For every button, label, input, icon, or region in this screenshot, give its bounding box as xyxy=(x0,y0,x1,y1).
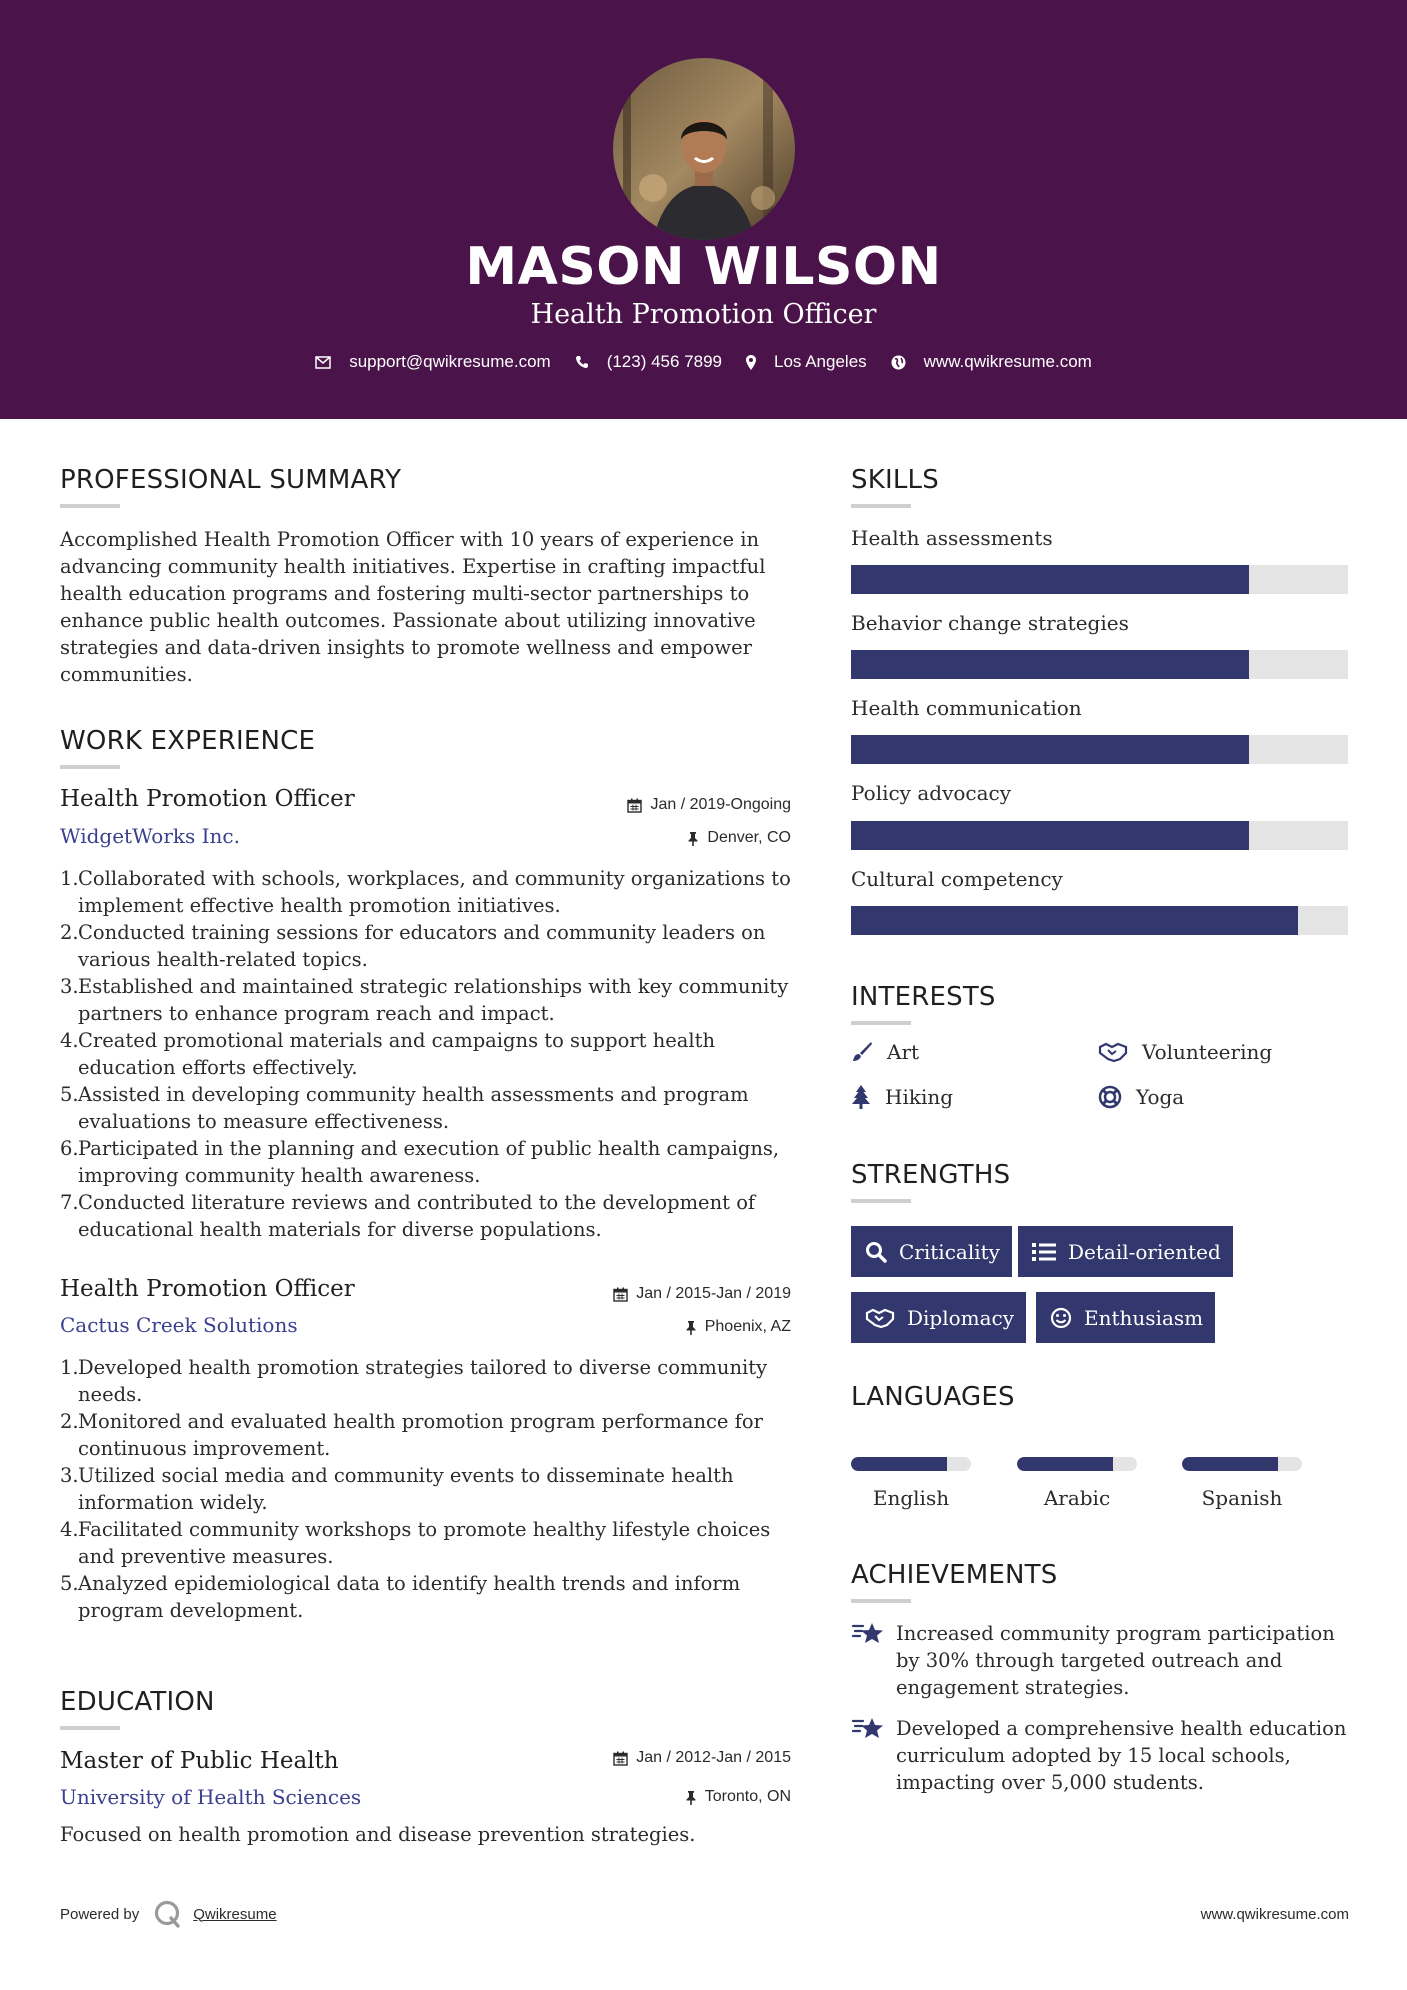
strength-badge-criticality: Criticality xyxy=(851,1226,1012,1277)
contact-website-text: www.qwikresume.com xyxy=(923,352,1092,371)
paintbrush-icon xyxy=(851,1041,873,1063)
strength-badge-diplomacy: Diplomacy xyxy=(851,1292,1026,1343)
list-icon xyxy=(1032,1242,1056,1262)
summary-text: Accomplished Health Promotion Officer with 10 years of experience in advancing community health initiatives. Expertise in crafting impactful health education programs and fostering multi-sector partnerships to enhance public health outcomes. Passionate about utilizing innovative strategies and data-driven insights to promote wellness and empower communities. xyxy=(60,528,766,686)
search-icon xyxy=(865,1241,887,1263)
calendar-icon xyxy=(627,798,642,813)
experience-heading: WORK EXPERIENCE xyxy=(60,726,316,756)
calendar-icon xyxy=(613,1287,628,1302)
handshake-icon xyxy=(1098,1041,1128,1063)
job-1-location xyxy=(687,829,791,847)
summary-heading: PROFESSIONAL SUMMARY xyxy=(60,465,402,495)
education-location-text: Toronto, ON xyxy=(704,1788,791,1805)
language-label: Arabic xyxy=(1043,1486,1111,1510)
handshake-icon xyxy=(865,1307,895,1329)
job-1-bullets xyxy=(60,865,800,1243)
pushpin-icon xyxy=(685,1320,697,1335)
summary-rule xyxy=(60,504,120,508)
skill-bar xyxy=(851,906,1348,935)
language-bar xyxy=(1017,1457,1137,1471)
smile-icon xyxy=(1050,1307,1072,1329)
job-1-dates-text: Jan / 2019-Ongoing xyxy=(650,796,791,813)
candidate-name: MASON WILSON xyxy=(465,237,942,297)
skill-bar xyxy=(851,735,1348,764)
job-1-title: Health Promotion Officer xyxy=(60,786,355,812)
skill-bar-fill xyxy=(851,906,1298,935)
qwikresume-logo-icon xyxy=(153,1899,183,1929)
skill-bar xyxy=(851,650,1348,679)
contact-email-text: support@qwikresume.com xyxy=(349,352,551,371)
skill-bar-fill xyxy=(851,650,1249,679)
list-item: 4. Facilitated community workshops to promote healthy lifestyle choices and preventive measures. xyxy=(60,1518,771,1568)
skill-bar xyxy=(851,565,1348,594)
qwikresume-brand-link[interactable]: Qwikresume xyxy=(193,1905,277,1923)
list-item: 7. Conducted literature reviews and contributed to the development of educational health materials for diverse populations. xyxy=(60,1191,756,1241)
list-item: 1. Developed health promotion strategies tailored to diverse community needs. xyxy=(60,1356,768,1406)
skill-label: Behavior change strategies xyxy=(851,611,1129,635)
list-item: 5. Assisted in developing community health assessments and program evaluations to measure effectiveness. xyxy=(60,1083,749,1133)
calendar-icon xyxy=(613,1751,628,1766)
interests-heading: INTERESTS xyxy=(851,982,996,1012)
skills-rule xyxy=(851,504,911,508)
profile-photo-image xyxy=(613,58,795,240)
language-bar-fill xyxy=(851,1457,947,1471)
strengths-heading: STRENGTHS xyxy=(851,1160,1011,1190)
skill-label: Policy advocacy xyxy=(851,781,1012,805)
skills-heading: SKILLS xyxy=(851,465,939,495)
interest-art: Art xyxy=(851,1040,919,1064)
contact-email[interactable] xyxy=(315,352,551,372)
interest-hiking: Hiking xyxy=(851,1085,953,1109)
shooting-star-icon xyxy=(851,1620,885,1648)
strength-badge-enthusiasm: Enthusiasm xyxy=(1036,1292,1215,1343)
contact-phone-text: (123) 456 7899 xyxy=(606,352,723,371)
languages-heading: LANGUAGES xyxy=(851,1382,1015,1412)
skill-bar-fill xyxy=(851,735,1249,764)
candidate-title: Health Promotion Officer xyxy=(530,299,877,330)
achievements-heading: ACHIEVEMENTS xyxy=(851,1560,1058,1590)
envelope-icon xyxy=(315,356,331,369)
job-2-bullets xyxy=(60,1354,800,1624)
life-ring-icon xyxy=(1098,1085,1122,1109)
footer-powered-by xyxy=(60,1899,277,1929)
achievements-rule xyxy=(851,1599,911,1603)
interests-rule xyxy=(851,1021,911,1025)
language-bar-fill xyxy=(1017,1457,1113,1471)
job-1-company: WidgetWorks Inc. xyxy=(60,824,240,848)
contact-website[interactable] xyxy=(891,352,1092,372)
education-description: Focused on health promotion and disease prevention strategies. xyxy=(60,1823,696,1846)
globe-icon xyxy=(891,355,906,370)
achievement-item: Increased community program participation by 30% through targeted outreach and engagement strategies. xyxy=(851,1620,1351,1701)
interest-yoga: Yoga xyxy=(1098,1085,1184,1109)
skill-label: Health assessments xyxy=(851,526,1053,550)
education-school: University of Health Sciences xyxy=(60,1785,362,1809)
language-bar xyxy=(1182,1457,1302,1471)
shooting-star-icon xyxy=(851,1715,885,1743)
footer-website[interactable]: www.qwikresume.com xyxy=(1200,1906,1349,1923)
list-item: 2. Conducted training sessions for educators and community leaders on various health-related topics. xyxy=(60,921,766,971)
skill-bar-fill xyxy=(851,821,1249,850)
list-item: 5. Analyzed epidemiological data to identify health trends and inform program development. xyxy=(60,1572,741,1622)
language-label: English xyxy=(872,1486,950,1510)
list-item: 3. Established and maintained strategic relationships with key community partners to enhance program reach and impact. xyxy=(60,975,789,1025)
language-label: Spanish xyxy=(1201,1486,1283,1510)
education-dates xyxy=(613,1749,791,1767)
skill-label: Health communication xyxy=(851,696,1082,720)
job-2-dates-text: Jan / 2015-Jan / 2019 xyxy=(636,1285,791,1302)
job-1-location-text: Denver, CO xyxy=(707,829,791,846)
education-degree: Master of Public Health xyxy=(60,1748,339,1774)
list-item: 3. Utilized social media and community events to disseminate health information widely. xyxy=(60,1464,734,1514)
phone-icon xyxy=(575,355,589,369)
skill-bar xyxy=(851,821,1348,850)
strength-badge-detail-oriented: Detail-oriented xyxy=(1018,1226,1233,1277)
education-dates-text: Jan / 2012-Jan / 2015 xyxy=(636,1749,791,1766)
interest-volunteering: Volunteering xyxy=(1098,1040,1272,1064)
achievement-item: Developed a comprehensive health education curriculum adopted by 15 local schools, impacting over 5,000 students. xyxy=(851,1715,1351,1796)
powered-by-label: Powered by xyxy=(60,1905,140,1923)
map-marker-icon xyxy=(746,355,756,370)
resume-header xyxy=(0,0,1407,419)
education-location xyxy=(685,1788,791,1806)
list-item: 1. Collaborated with schools, workplaces, and community organizations to implement effective health promotion initiatives. xyxy=(60,867,791,917)
tree-icon xyxy=(851,1085,871,1109)
skill-bar-fill xyxy=(851,565,1249,594)
job-1-dates xyxy=(627,796,791,814)
contact-location-text: Los Angeles xyxy=(774,352,867,371)
language-bar xyxy=(851,1457,971,1471)
contact-phone[interactable] xyxy=(575,352,722,372)
strengths-rule xyxy=(851,1199,911,1203)
job-2-location-text: Phoenix, AZ xyxy=(704,1318,791,1335)
experience-rule xyxy=(60,765,120,769)
list-item: 2. Monitored and evaluated health promotion program performance for continuous improvement. xyxy=(60,1410,763,1460)
contact-location xyxy=(746,352,867,372)
job-2-location xyxy=(685,1318,791,1336)
list-item: 6. Participated in the planning and execution of public health campaigns, improving community health awareness. xyxy=(60,1137,780,1187)
skill-label: Cultural competency xyxy=(851,867,1063,891)
profile-photo xyxy=(613,58,795,240)
contact-bar xyxy=(0,352,1407,372)
job-2-company: Cactus Creek Solutions xyxy=(60,1313,298,1337)
education-heading: EDUCATION xyxy=(60,1687,215,1717)
language-bar-fill xyxy=(1182,1457,1278,1471)
job-2-title: Health Promotion Officer xyxy=(60,1276,355,1302)
education-rule xyxy=(60,1726,120,1730)
pushpin-icon xyxy=(685,1790,697,1805)
job-2-dates xyxy=(613,1285,791,1303)
list-item: 4. Created promotional materials and campaigns to support health education efforts effectively. xyxy=(60,1029,716,1079)
pushpin-icon xyxy=(687,831,699,846)
